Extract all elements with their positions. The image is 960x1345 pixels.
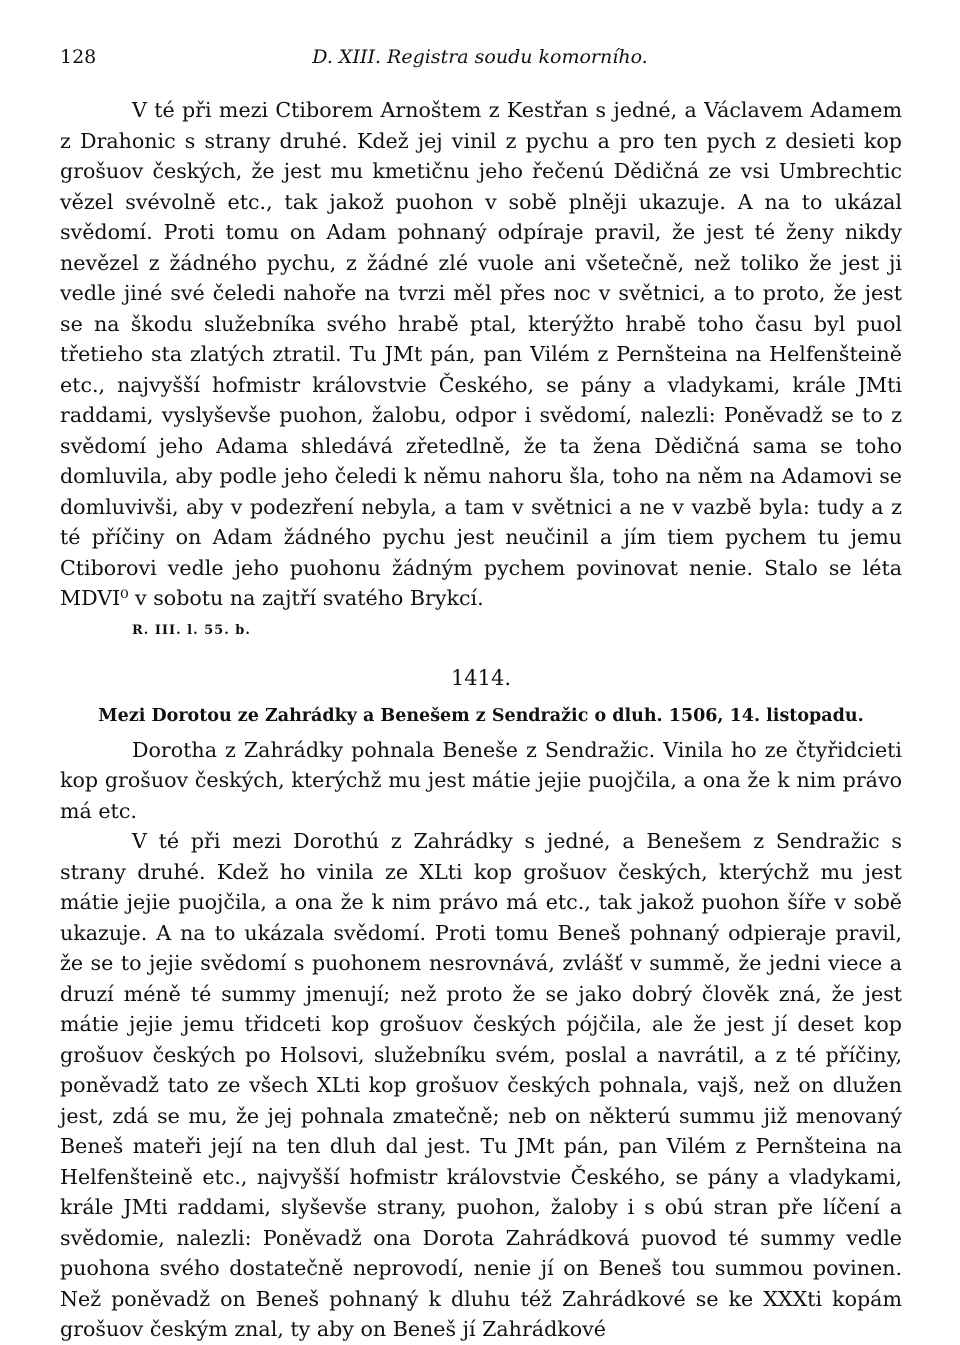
entry-number: 1414. xyxy=(450,665,512,690)
running-title: D. XIII. Registra soudu komorního. xyxy=(312,46,648,68)
source-reference: R. III. l. 55. b. xyxy=(132,622,251,638)
entry-paragraph-1: Dorotha z Zahrádky pohnala Beneše z Sendražic. Vinila ho ze čtyřidcieti kop grošuov českých, kterýchž mu jest mátie jejie puojčila, a ona že k nim právo má etc. xyxy=(60,737,902,823)
page-body xyxy=(60,95,902,1345)
page-number: 128 xyxy=(60,46,97,68)
entry-heading: Mezi Dorotou ze Zahrádky a Benešem z Sendražic o dluh. 1506, 14. listopadu. xyxy=(98,705,864,726)
page-header xyxy=(60,46,900,76)
prev-entry-paragraph: V té při mezi Ctiborem Arnoštem z Kestřan s jedné, a Václavem Adamem z Drahonic s strany druhé. Kdež jej vinil z pychu a pro ten pych z desieti kop grošuov českých, že jest mu kmetičnu jeho řečenú Dědičná ze vsi Umbrechtic vězel svévolně etc., tak jakož puohon v sobě plněji ukazuje. A na to ukázal svědomí. Proti tomu on Adam pohnaný odpíraje pravil, že jest té ženy nikdy nevězel z žádného pychu, z žádné zlé vuole ani všetečně, než toliko že jest ji vedle jiné své čeledi nahoře na tvrzi měl přes noc v světnici, a to proto, že jest se na škodu služebníka svého hrabě ptal, kterýžto hrabě toho času byl puol třetieho sta zlatých ztratil. Tu JMt pán, pan Vilém z Pernšteina na Helfenšteině etc., najvyšší hofmistr královstvie Českého, se pány a vladykami, krále JMti raddami, vyslyševše puohon, žalobu, odpor i svědomí, nalezli: Poněvadž se to z svědomí jeho Adama shledává zřetedlně, že ta žena Dědičná sama se toho domluvila, aby podle jeho čeledi k němu nahoru šla, toho na něm na Adamovi se domluvivši, aby v podezření nebyla, a tam v světnici a ne v vazbě byla: tudy a z té příčiny on Adam žádného pychu jest neučinil a jím tiem pychem tu jemu Ctiborovi vedle jeho puohonu žádným pychem povinovat nenie. Stalo se léta MDVI⁰ v sobotu na zajtří svatého Brykcí. xyxy=(60,98,902,610)
entry-paragraph-2: V té při mezi Dorothú z Zahrádky s jedné, a Benešem z Sendražic s strany druhé. Kdež ho vinila ze XLti kop grošuov českých, kterýchž mu jest mátie jejie puojčila, a ona že k nim právo má etc., tak jakož puohon šíře v sobě ukazuje. A na to ukázala svědomí. Proti tomu Beneš pohnaný odpieraje pravil, že se to jejie svědomí s puohonem nesrovnává, zvlášť v summě, že jedni viece a druzí méně té summy jmenují; než proto že se jako dobrý člověk zná, že jest mátie jejie jemu třidceti kop grošuov českých pójčila, ale že jest jí deset kop grošuov českých po Holsovi, služebníku svém, poslal a navrátil, a z té příčiny, poněvadž tato ze všech XLti kop grošuov českých pohnala, vajš, než on dlužen jest, zdá se mu, že jej pohnala zmatečně; neb on některú summu již menovaný Beneš mateři její na ten dluh dal jest. Tu JMt pán, pan Vilém z Pernšteina na Helfenšteině etc., najvyšší hofmistr královstvie Českého, se pány a vladykami, krále JMti raddami, slyševše strany, puohon, žaloby i s obú stran pře líčení a svědomie, nalezli: Poněvadž ona Dorota Zahrádková puovod té summy vedle puohona svého dostatečně neprovodí, nenie jí on Beneš tou summou povinen. Než poněvadž on Beneš pohnaný k dluhu též Zahrádkové se ke XXXti kopám grošuov českým znal, ty aby on Beneš jí Zahrádkové xyxy=(60,829,902,1341)
